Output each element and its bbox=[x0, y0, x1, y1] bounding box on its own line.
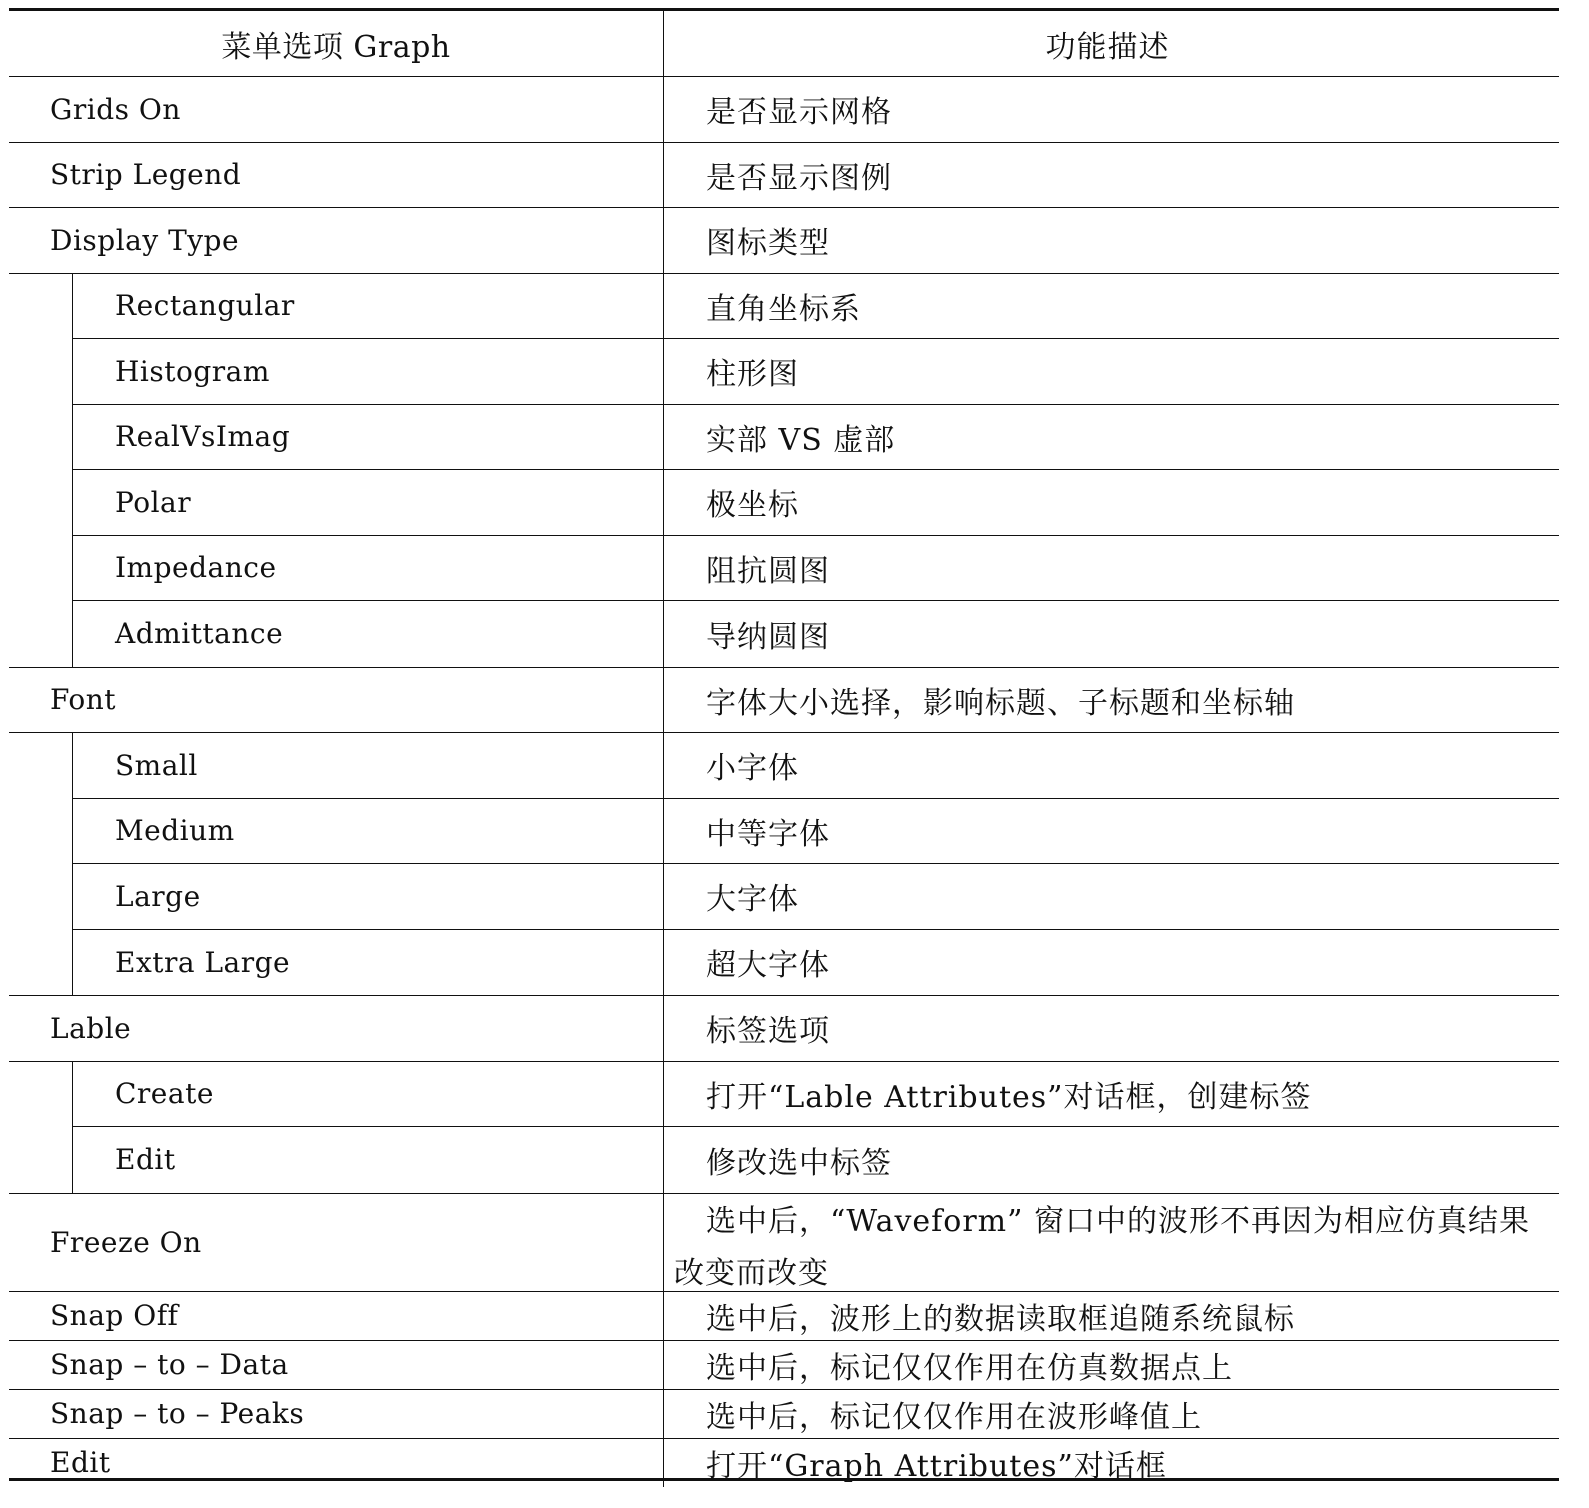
option-display-type: Display Type bbox=[50, 223, 240, 257]
option-freeze-on: Freeze On bbox=[50, 1225, 202, 1259]
option-snap-off: Snap Off bbox=[50, 1299, 179, 1332]
table-row bbox=[9, 1439, 1559, 1487]
table-row bbox=[73, 274, 1559, 340]
header-menu-option: 菜单选项 Graph bbox=[221, 29, 451, 65]
option-lable: Lable bbox=[50, 1011, 132, 1045]
description-realvsimag: 实部 VS 虚部 bbox=[663, 405, 1559, 470]
table-row bbox=[73, 864, 1559, 930]
description-impedance: 阻抗圆图 bbox=[663, 536, 1559, 601]
table-row bbox=[73, 930, 1559, 996]
option-grids-on: Grids On bbox=[50, 92, 181, 126]
option-histogram: Histogram bbox=[115, 354, 270, 388]
description-create: 打开“Lable Attributes”对话框，创建标签 bbox=[663, 1062, 1559, 1127]
graph-menu-table bbox=[9, 8, 1559, 1484]
table-row bbox=[9, 996, 1559, 1062]
option-medium: Medium bbox=[115, 814, 235, 848]
table-row bbox=[73, 405, 1559, 471]
description-rectangular: 直角坐标系 bbox=[663, 274, 1559, 339]
description-snap-to-peaks: 选中后，标记仅仅作用在波形峰值上 bbox=[663, 1390, 1559, 1438]
option-create: Create bbox=[115, 1077, 214, 1111]
option-small: Small bbox=[115, 748, 198, 782]
table-row bbox=[9, 1341, 1559, 1390]
description-snap-off: 选中后，波形上的数据读取框追随系统鼠标 bbox=[663, 1292, 1559, 1340]
table-row bbox=[9, 77, 1559, 143]
option-impedance: Impedance bbox=[115, 551, 277, 585]
table-row bbox=[9, 143, 1559, 209]
display-type-subgroup bbox=[9, 274, 1559, 668]
table-row bbox=[73, 1127, 1559, 1193]
option-realvsimag: RealVsImag bbox=[115, 420, 291, 454]
description-strip-legend: 是否显示图例 bbox=[663, 143, 1559, 208]
option-font: Font bbox=[50, 683, 117, 717]
option-extra-large: Extra Large bbox=[115, 945, 291, 979]
header-description: 功能描述 bbox=[663, 11, 1559, 76]
font-subgroup bbox=[9, 733, 1559, 996]
option-edit-graph: Edit bbox=[50, 1446, 111, 1479]
option-snap-to-data: Snap – to – Data bbox=[50, 1348, 289, 1381]
description-polar: 极坐标 bbox=[663, 470, 1559, 535]
option-large: Large bbox=[115, 879, 201, 913]
table-row bbox=[73, 470, 1559, 536]
description-histogram: 柱形图 bbox=[663, 339, 1559, 404]
option-polar: Polar bbox=[115, 485, 192, 519]
description-small: 小字体 bbox=[663, 733, 1559, 798]
option-edit-label: Edit bbox=[115, 1143, 176, 1177]
table-row bbox=[73, 536, 1559, 602]
description-large: 大字体 bbox=[663, 864, 1559, 929]
table-row bbox=[9, 1194, 1559, 1292]
description-medium: 中等字体 bbox=[663, 799, 1559, 864]
table-row bbox=[73, 1062, 1559, 1128]
table-row bbox=[9, 1292, 1559, 1341]
description-display-type: 图标类型 bbox=[663, 208, 1559, 273]
description-lable: 标签选项 bbox=[663, 996, 1559, 1061]
table-row bbox=[73, 733, 1559, 799]
option-rectangular: Rectangular bbox=[115, 289, 295, 323]
description-freeze-on: 选中后，“Waveform” 窗口中的波形不再因为相应仿真结果改变而改变 bbox=[663, 1194, 1559, 1291]
table-row bbox=[9, 208, 1559, 274]
description-edit-graph: 打开“Graph Attributes”对话框 bbox=[663, 1439, 1559, 1487]
table-header bbox=[9, 11, 1559, 77]
description-grids-on: 是否显示网格 bbox=[663, 77, 1559, 142]
table-row bbox=[9, 1390, 1559, 1439]
table-row bbox=[73, 339, 1559, 405]
option-admittance: Admittance bbox=[115, 617, 284, 651]
description-admittance: 导纳圆图 bbox=[663, 601, 1559, 667]
table-row bbox=[9, 668, 1559, 734]
description-extra-large: 超大字体 bbox=[663, 930, 1559, 996]
table-row bbox=[73, 601, 1559, 667]
description-font: 字体大小选择，影响标题、子标题和坐标轴 bbox=[663, 668, 1559, 733]
description-edit-label: 修改选中标签 bbox=[663, 1127, 1559, 1193]
lable-subgroup bbox=[9, 1062, 1559, 1194]
option-strip-legend: Strip Legend bbox=[50, 158, 242, 192]
table-row bbox=[73, 799, 1559, 865]
option-snap-to-peaks: Snap – to – Peaks bbox=[50, 1397, 305, 1430]
description-snap-to-data: 选中后，标记仅仅作用在仿真数据点上 bbox=[663, 1341, 1559, 1389]
